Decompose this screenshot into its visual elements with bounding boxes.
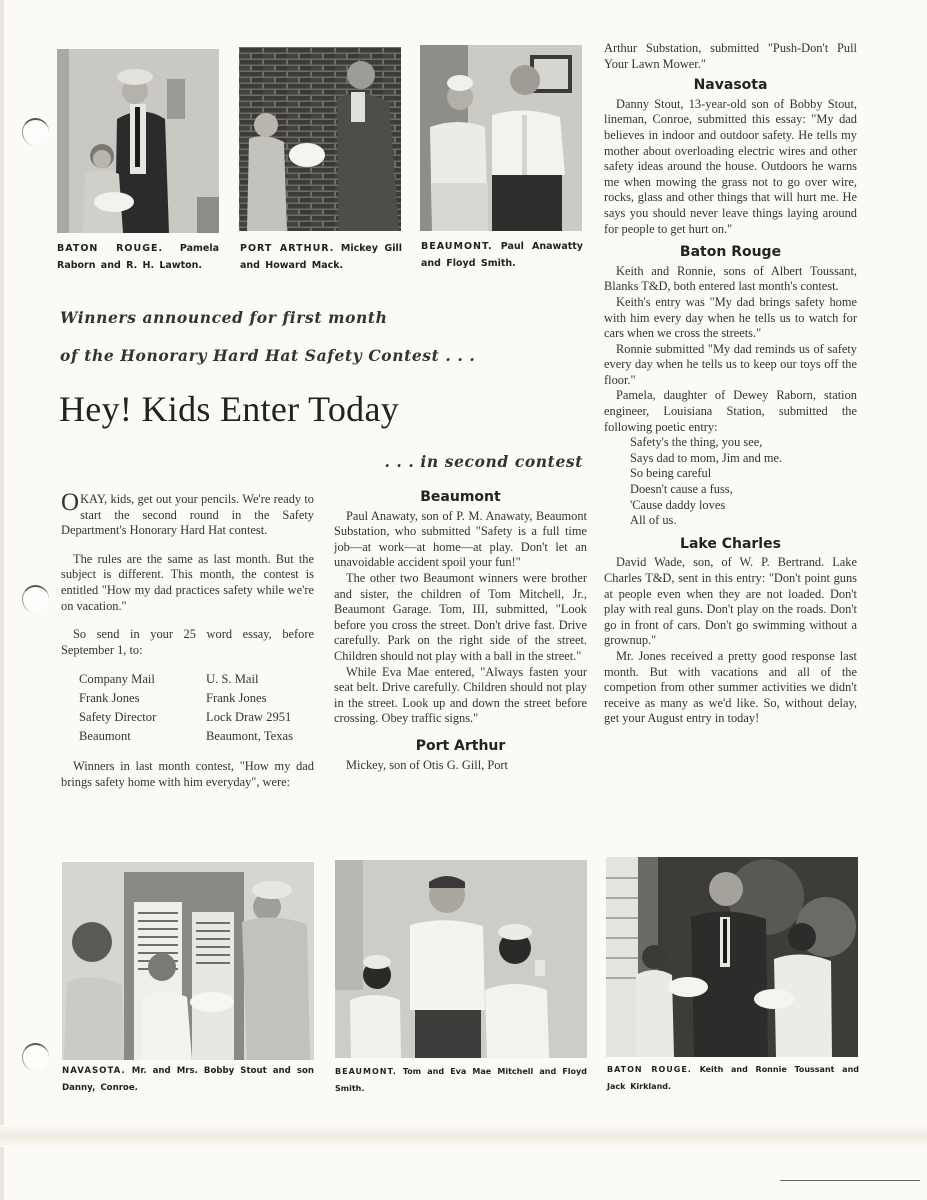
column-regions	[604, 41, 857, 727]
poem-line: So being careful	[630, 466, 712, 481]
address-usmail-line: Beaumont, Texas	[206, 729, 294, 744]
caption-text: Paul Anawatty and Floyd Smith.	[421, 241, 584, 269]
kicker-line-2: of the Honorary Hard Hat Safety Contest . . .	[60, 346, 476, 365]
caption-text: Mickey Gill and Howard Mack.	[240, 243, 402, 271]
navasota-paragraph-1: Danny Stout, 13-year-old son of Bobby Stout, lineman, Conroe, submitted this essay: "My dad believes in indoor and outdoor safety. He tells my mother about overloading electric wires and other safety ideas around the house. Outdoors he warns me when mowing the grass not to go over wire, rocks, glass and other things that will hurt me. He says you should never leave things laying around for people to get hurt on."	[604, 96, 857, 236]
caption-place: BATON ROUGE.	[57, 243, 164, 254]
binder-hole-top	[22, 118, 49, 146]
baton-rouge-paragraph-4: Pamela, daughter of Dewey Raborn, station engineer, Louisiana Station, submitted the following poetic entry:	[604, 388, 857, 434]
column-beaumont	[334, 484, 587, 773]
beaumont-paragraph-2: The other two Beaumont winners were brother and sister, the children of Tom Mitchell, Jr., Beaumont Garage. Tom, III, submitted, "Look before you cross the street. Don't drive fast. Drive carefully. Park on the right side of the street. Children should not play with a ball in the street."	[334, 570, 587, 663]
caption-port-arthur-mickey	[240, 240, 402, 274]
photo-baton-rouge-pamela	[57, 49, 219, 233]
poem-line: Doesn't cause a fuss,	[630, 482, 733, 497]
address-usmail-line: Lock Draw 2951	[206, 710, 292, 725]
poem-line: Safety's the thing, you see,	[630, 435, 763, 450]
caption-baton-rouge-pamela	[57, 240, 219, 274]
address-company-line: Company Mail	[79, 672, 155, 687]
lake-charles-paragraph-1: David Wade, son, of W. P. Bertrand. Lake Charles T&D, sent in this entry: "Don't point guns at people even when they are not loaded. Don't play with real guns. Don't play on the roads. Don't go in front of cars. Don't go swimming without a grownup."	[604, 555, 857, 648]
winners-paragraph: Winners in last month contest, "How my dad brings safety home with him everyday", were:	[61, 759, 314, 789]
rules-paragraph: The rules are the same as last month. But the subject is different. This month, the contest is entitled "How my dad practices safety while we're on vacation."	[61, 551, 314, 613]
beaumont-paragraph-1: Paul Anawaty, son of P. M. Anawaty, Beaumont Substation, who submitted "Safety is a full time job—at work—at home—at play. Don't let an unavoidable accident spoil your fun!"	[334, 508, 587, 570]
caption-text: Mr. and Mrs. Bobby Stout and son Danny, Conroe.	[62, 1066, 314, 1093]
column-intro	[61, 489, 314, 791]
poem-line: Says dad to mom, Jim and me.	[630, 450, 783, 465]
caption-navasota-stout	[62, 1063, 314, 1097]
caption-text: Tom and Eva Mae Mitchell and Floyd Smith.	[335, 1067, 587, 1093]
caption-baton-rouge-toussant	[607, 1061, 859, 1095]
page-edge	[0, 0, 4, 1200]
beaumont-paragraph-3: While Eva Mae entered, "Always fasten your seat belt. Drive carefully. Children should not play in the street. Look up and down the street before crossing. Obey traffic signs."	[334, 664, 587, 726]
address-usmail-line: U. S. Mail	[206, 672, 259, 687]
photo-navasota-stout	[62, 862, 314, 1060]
photo-beaumont-paul	[420, 45, 582, 231]
section-heading-lake-charles: Lake Charles	[680, 535, 781, 552]
binder-hole-middle	[22, 585, 49, 613]
headline-tagline: . . . in second contest	[384, 452, 583, 471]
binder-hole-bottom	[22, 1043, 49, 1071]
mailing-address-table	[79, 670, 314, 746]
poem	[604, 435, 857, 529]
photo-beaumont-mitchell	[335, 860, 587, 1058]
kicker-line-1: Winners announced for first month	[60, 308, 388, 327]
photo-port-arthur-mickey	[239, 47, 401, 231]
section-heading-port-arthur: Port Arthur	[415, 737, 506, 754]
section-heading-navasota: Navasota	[693, 77, 768, 94]
caption-place: NAVASOTA.	[62, 1066, 126, 1076]
baton-rouge-paragraph-1: Keith and Ronnie, sons of Albert Toussant, Blanks T&D, both entered last month's contest.	[604, 263, 857, 294]
baton-rouge-paragraph-3: Ronnie submitted "My dad reminds us of safety every day when he tells us to keep our toys off the floor."	[604, 341, 857, 387]
baton-rouge-paragraph-2: Keith's entry was "My dad brings safety home with him every day when he tells us to watch for cars when we cross the streets."	[604, 294, 857, 341]
caption-place: PORT ARTHUR.	[240, 243, 335, 254]
address-company-line: Frank Jones	[79, 691, 140, 706]
caption-place: BEAUMONT.	[335, 1067, 397, 1076]
section-heading-baton-rouge: Baton Rouge	[679, 244, 782, 261]
caption-text: Keith and Ronnie Toussant and Jack Kirkland.	[607, 1065, 859, 1091]
address-company-line: Beaumont	[79, 729, 131, 744]
caption-text: Pamela Raborn and R. H. Lawton.	[57, 243, 219, 271]
address-usmail-line: Frank Jones	[206, 691, 267, 706]
caption-beaumont-paul	[421, 238, 583, 272]
lake-charles-paragraph-2: Mr. Jones received a pretty good response last month. But with vacations and all of the competion from other summer activities we didn't receive as many as we'd like. So, without delay, get your August entry in today!	[604, 648, 857, 726]
send-paragraph: So send in your 25 word essay, before September 1, to:	[61, 627, 314, 657]
address-company-line: Safety Director	[79, 710, 157, 725]
poem-line: All of us.	[630, 513, 677, 528]
poem-line: 'Cause daddy loves	[630, 497, 726, 512]
scan-shadow	[0, 1125, 927, 1147]
scan-mark	[780, 1180, 920, 1181]
caption-place: BEAUMONT.	[421, 241, 493, 252]
photo-baton-rouge-toussant	[606, 857, 858, 1057]
caption-beaumont-mitchell	[335, 1063, 587, 1097]
port-arthur-paragraph-1: Mickey, son of Otis G. Gill, Port	[346, 757, 508, 772]
section-heading-beaumont: Beaumont	[420, 489, 501, 505]
intro-paragraph: OKAY, kids, get out your pencils. We're ready to start the second round in the Safety Department's Honorary Hard Hat contest.	[61, 489, 314, 538]
caption-place: BATON ROUGE.	[607, 1065, 692, 1074]
port-arthur-continued: Arthur Substation, submitted "Push-Don't Pull Your Lawn Mower."	[604, 41, 857, 71]
page-title: Hey! Kids Enter Today	[59, 389, 400, 429]
drop-cap: O	[61, 489, 80, 516]
